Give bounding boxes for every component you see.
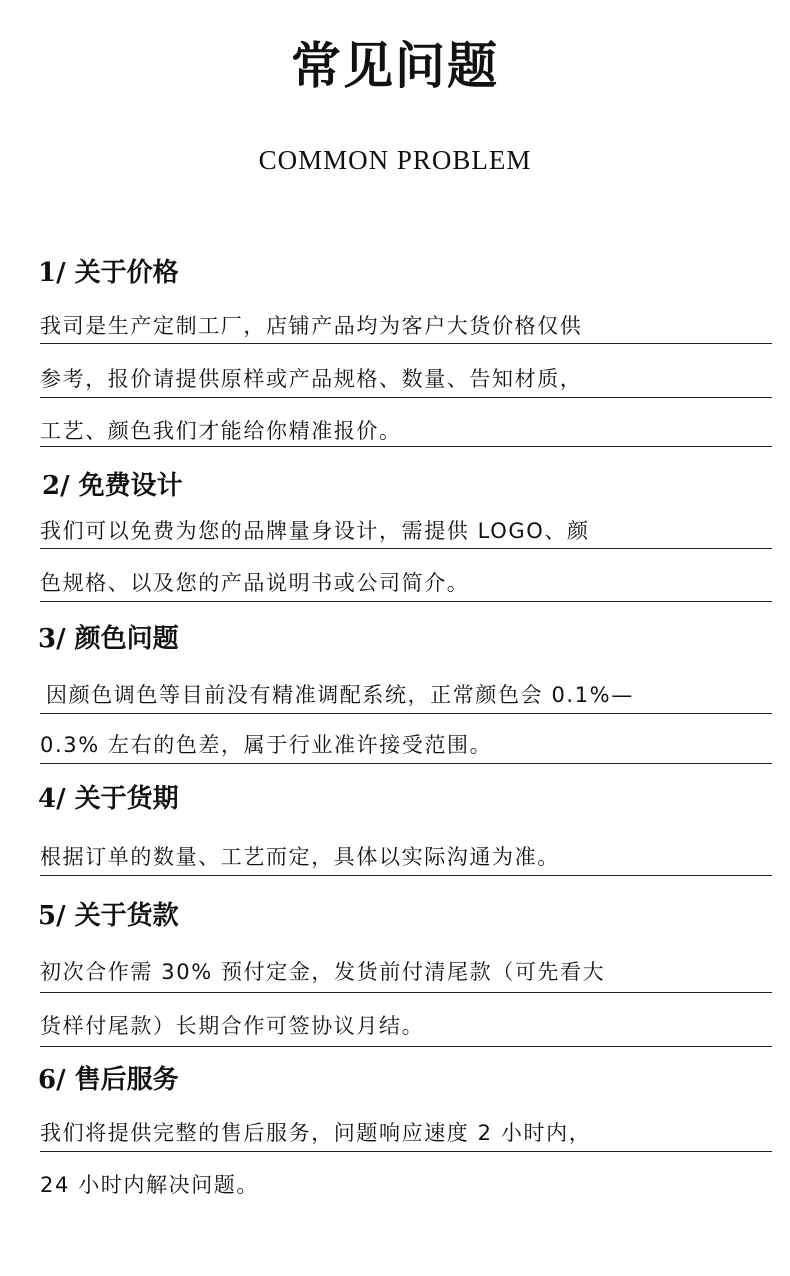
divider-line xyxy=(40,763,772,764)
divider-line xyxy=(40,548,772,549)
section-heading-design: 2/ 免费设计 xyxy=(42,471,183,501)
section-text-line: 我们可以免费为您的品牌量身设计，需提供 LOGO、颜 xyxy=(40,519,590,543)
section-heading-price: 1/ 关于价格 xyxy=(38,258,179,288)
section-heading-payment: 5/ 关于货款 xyxy=(38,901,179,931)
divider-line xyxy=(40,875,772,876)
section-text-line: 0.3% 左右的色差，属于行业准许接受范围。 xyxy=(40,733,493,757)
section-text-line: 工艺、颜色我们才能给你精准报价。 xyxy=(40,419,402,443)
section-heading-delivery: 4/ 关于货期 xyxy=(38,784,179,814)
page-title: 常见问题 xyxy=(291,37,499,95)
divider-line xyxy=(40,713,772,714)
section-text-line: 因颜色调色等目前没有精准调配系统，正常颜色会 0.1%— xyxy=(46,683,634,707)
section-text-line: 色规格、以及您的产品说明书或公司简介。 xyxy=(40,571,470,595)
divider-line xyxy=(40,397,772,398)
page-subtitle: COMMON PROBLEM xyxy=(258,145,532,175)
divider-line xyxy=(40,992,772,993)
section-text-line: 我司是生产定制工厂，店铺产品均为客户大货价格仅供 xyxy=(40,314,583,338)
divider-line xyxy=(40,446,772,447)
section-text-line: 24 小时内解决问题。 xyxy=(40,1173,259,1197)
section-heading-color: 3/ 颜色问题 xyxy=(38,624,179,654)
section-text-line: 参考，报价请提供原样或产品规格、数量、告知材质， xyxy=(40,367,583,391)
section-heading-after-sales: 6/ 售后服务 xyxy=(38,1065,179,1095)
section-text-line: 货样付尾款）长期合作可签协议月结。 xyxy=(40,1014,425,1038)
divider-line xyxy=(40,343,772,344)
divider-line xyxy=(40,1046,772,1047)
section-text-line: 初次合作需 30% 预付定金，发货前付清尾款（可先看大 xyxy=(40,960,606,984)
divider-line xyxy=(40,1151,772,1152)
section-text-line: 根据订单的数量、工艺而定，具体以实际沟通为准。 xyxy=(40,845,560,869)
section-text-line: 我们将提供完整的售后服务，问题响应速度 2 小时内， xyxy=(40,1121,592,1145)
divider-line xyxy=(40,601,772,602)
